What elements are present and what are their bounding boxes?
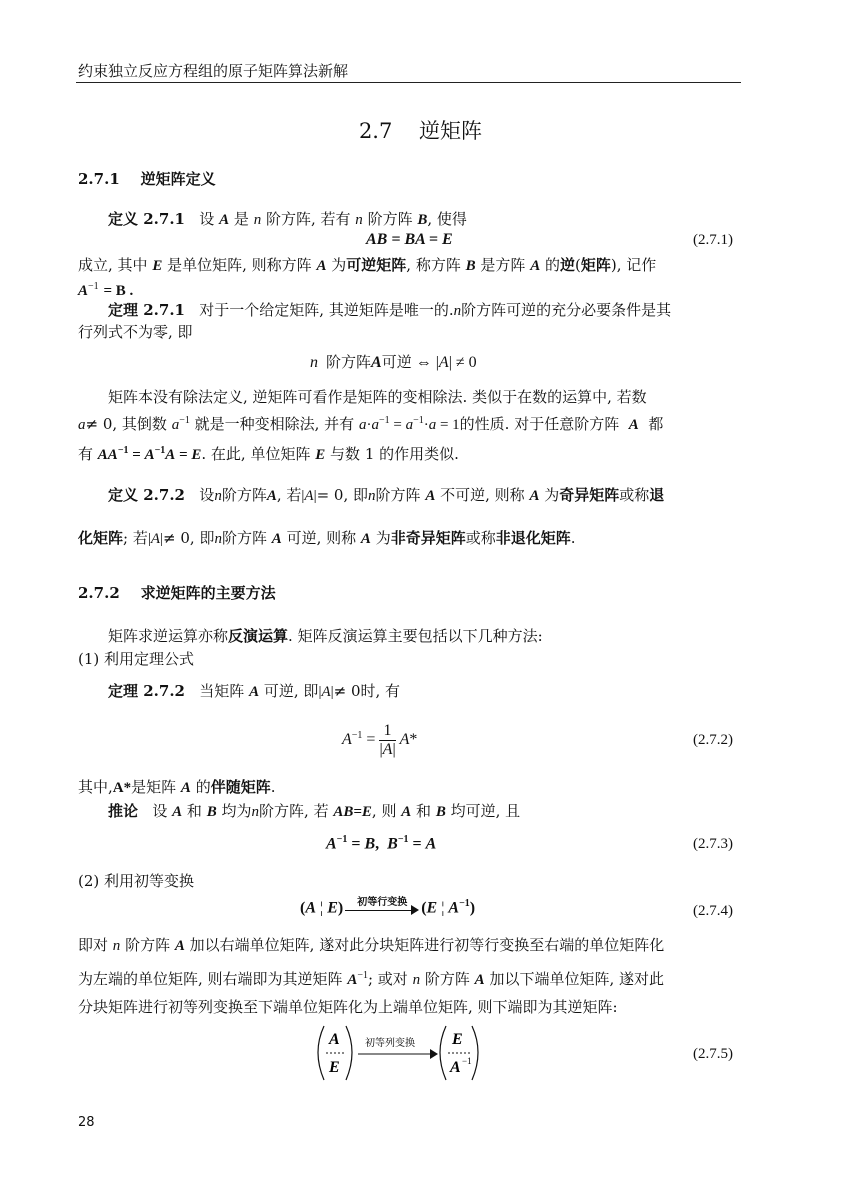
eqno-2-7-1: (2.7.1) (693, 232, 733, 248)
paragraph-elementary-l1: 即对 n 阶方阵 A 加以右端单位矩阵, 遂对此分块矩阵进行初等行变换至右端的单位矩阵化 (78, 936, 665, 954)
thm1-label: 定理 2.7.1 (108, 301, 185, 319)
theorem-2-7-1-cont: 行列式不为零, 即 (78, 323, 193, 341)
def2-label: 定义 2.7.2 (108, 486, 185, 504)
eqno-2-7-4: (2.7.4) (693, 903, 733, 919)
equation-2-7-4: (A ¦ E) 初等行变换 (E ¦ $A^{-1}$) (300, 896, 476, 917)
running-header: 约束独立反应方程组的原子矩阵算法新解 (78, 62, 349, 80)
definition-2-7-2-cont: 化矩阵; 若|A|≠ 0, 即n阶方阵 A 可逆, 则称 A 为非奇异矩阵或称非退化矩阵. (78, 529, 576, 547)
equation-2-7-2: $A^{-1}$ = $\frac{1}{|A|}$ A* (342, 722, 418, 758)
method-2: (2) 利用初等变换 (78, 872, 195, 890)
eqno-2-7-2: (2.7.2) (693, 732, 733, 748)
paragraph-division: 矩阵本没有除法定义, 逆矩阵可看作是矩阵的变相除法. 类似于在数的运算中, 若数 (108, 388, 647, 406)
adjugate-note: 其中,A*是矩阵 A 的伴随矩阵. (78, 778, 276, 796)
theorem-2-7-2: 定理 2.7.2 当矩阵 A 可逆, 即|A|≠ 0时, 有 (108, 682, 401, 700)
corollary: 推论 设 A 和 B 均为n阶方阵, 若 AB=E, 则 A 和 B 均可逆, 且 (108, 802, 521, 820)
definition-2-7-1: 定义 2.7.1 设 A 是 n 阶方阵, 若有 n 阶方阵 B, 使得 (108, 210, 467, 228)
eqno-2-7-5: (2.7.5) (693, 1046, 733, 1062)
def1-label: 定义 2.7.1 (108, 210, 185, 228)
svg-text:A: A (450, 1059, 461, 1076)
invertibility-condition: n 阶方阵A可逆 ⇔ |A| ≠ 0 (310, 353, 477, 371)
svg-text:初等列变换: 初等列变换 (365, 1038, 415, 1049)
eqno-2-7-3: (2.7.3) (693, 836, 733, 852)
paragraph-elementary-l3: 分块矩阵进行初等列变换至下端单位矩阵化为上端单位矩阵, 则下端即为其逆矩阵: (78, 998, 618, 1016)
page-number: 28 (78, 1115, 95, 1130)
method-1: (1) 利用定理公式 (78, 650, 195, 668)
svg-text:−1: −1 (462, 1056, 472, 1066)
paragraph-division-l3: 有 $AA^{-1} = A^{-1}A = E$. 在此, 单位矩阵 E 与数 1 的作用类似. (78, 445, 459, 463)
equation-2-7-3: $A^{-1} = B$, $B^{-1} = A$ (326, 834, 437, 853)
paragraph-elementary-l2: 为左端的单位矩阵, 则右端即为其逆矩阵 $A^{-1}$; 或对 n 阶方阵 A 加以下端单位矩阵, 遂对此 (78, 970, 665, 988)
header-rule (76, 82, 741, 83)
definition-2-7-2: 定义 2.7.2 设n阶方阵A, 若|A|= 0, 即n阶方阵 A 不可逆, 则称 A 为奇异矩阵或称退 (108, 486, 665, 504)
inverse-notation: $A^{-1} = B$ . (78, 281, 134, 299)
section-title: 2.7 逆矩阵 (358, 119, 483, 143)
svg-text:E: E (452, 1031, 463, 1048)
theorem-2-7-1: 定理 2.7.1 对于一个给定矩阵, 其逆矩阵是唯一的.n阶方阵可逆的充分必要条件是其 (108, 301, 672, 319)
equation-2-7-1: AB = BA = E (366, 231, 453, 248)
paragraph-inversion: 矩阵求逆运算亦称反演运算. 矩阵反演运算主要包括以下几种方法: (108, 627, 543, 645)
svg-text:A: A (329, 1031, 340, 1048)
definition-2-7-1-cont: 成立, 其中 E 是单位矩阵, 则称方阵 A 为可逆矩阵, 称方阵 B 是方阵 A 的逆(矩阵), 记作 (78, 256, 657, 274)
paragraph-division-l2: a≠ 0, 其倒数 $a^{-1}$ 就是一种变相除法, 并有 $a\cdot a^{-1} = a^{-1}\cdot a = 1$的性质. 对于任意阶方阵 A 都 (78, 415, 664, 433)
subsection-title-2: 2.7.2 求逆矩阵的主要方法 (78, 584, 276, 602)
equation-2-7-5 (310, 1022, 490, 1084)
subsection-title-1: 2.7.1 逆矩阵定义 (78, 170, 216, 188)
svg-text:E: E (329, 1059, 340, 1076)
